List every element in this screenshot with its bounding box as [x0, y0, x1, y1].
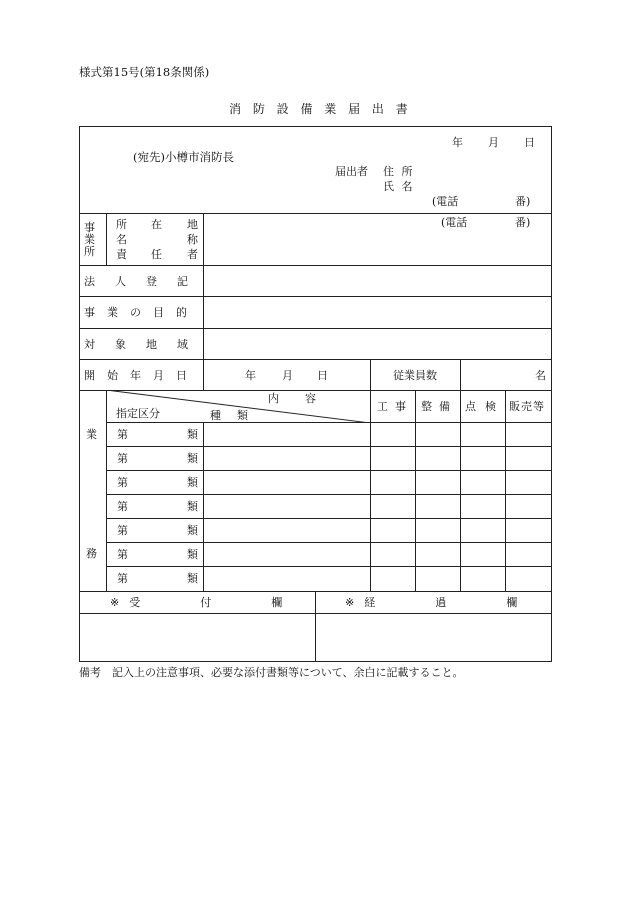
office-side-divider: [106, 213, 107, 265]
start-day-label: 日: [317, 369, 328, 382]
row-label-target-area: [84, 339, 188, 350]
start-month-label: 月: [282, 369, 293, 382]
office-side-char: 業: [84, 233, 95, 246]
grid-vline-2: [415, 390, 416, 591]
remarks-note: 備考 記入上の注意事項、必要な添付書類等について、余白に記載すること。: [79, 666, 464, 679]
office-row-location-mid: 在: [151, 218, 162, 231]
notifier-label: 届出者: [335, 165, 368, 178]
table-border-left: [79, 126, 80, 662]
col-char: 売: [521, 400, 532, 413]
office-row-location-left: 所: [116, 218, 127, 231]
office-phone-suffix: 番): [515, 216, 531, 229]
col-char: 検: [485, 400, 496, 413]
col-char: 事: [395, 400, 406, 413]
category-row-prefix: 第: [117, 476, 128, 489]
phone-label: (電話: [432, 195, 459, 208]
date-month-label: 月: [488, 136, 499, 149]
col-char: 整: [421, 400, 432, 413]
business-side-char-1: 業: [86, 428, 97, 441]
label-char: 始: [107, 369, 118, 382]
employees-divider-left: [370, 359, 371, 390]
category-row-prefix: 第: [117, 572, 128, 585]
label-char: 業: [107, 306, 118, 319]
label-char: 人: [115, 275, 126, 288]
addressee: (宛先)小樽市消防長: [133, 150, 234, 164]
col-header-maintenance: [421, 401, 450, 412]
label-char: 的: [176, 306, 187, 319]
category-row-prefix: 第: [117, 524, 128, 537]
office-row-name-left: 名: [116, 233, 127, 246]
col-header-sales: [509, 401, 544, 412]
content-label-1: 内: [268, 392, 279, 405]
row-label-business-purpose: [84, 307, 187, 318]
office-side-label: [84, 222, 96, 258]
row-label-corporate-registration: [84, 276, 188, 287]
grid-vline-3: [460, 390, 461, 591]
form-number: 様式第15号(第18条関係): [79, 65, 210, 79]
divider-office: [79, 265, 552, 266]
name-label: 氏 名: [383, 180, 415, 193]
footer-header-divider: [79, 613, 552, 614]
label-char: 登: [146, 275, 157, 288]
row-label-start-date: [84, 370, 187, 381]
grid-hline-2: [106, 470, 552, 471]
grid-hline-4: [106, 518, 552, 519]
phone-suffix: 番): [515, 195, 531, 208]
category-row-suffix: 類: [187, 548, 198, 561]
label-char: 欄: [271, 596, 283, 609]
category-row-suffix: 類: [187, 572, 198, 585]
office-phone-label: (電話: [441, 216, 468, 229]
label-char: 月: [153, 369, 164, 382]
grid-hline-3: [106, 494, 552, 495]
type-label-2: 類: [237, 409, 248, 422]
employees-divider-right: [460, 359, 461, 390]
label-char: 日: [176, 369, 187, 382]
divider-purpose: [79, 328, 552, 329]
category-label: 指定区分: [116, 407, 160, 420]
progress-header: [345, 597, 517, 608]
office-side-char: 事: [84, 221, 95, 234]
reception-header: [110, 597, 282, 608]
col-header-inspection: [465, 401, 496, 412]
label-char: の: [130, 306, 141, 319]
col-char: 等: [533, 400, 544, 413]
grid-hline-0: [106, 422, 552, 423]
office-row-manager-mid: 任: [151, 248, 162, 261]
employees-label: 従業員数: [393, 369, 437, 382]
table-border-top: [79, 126, 552, 127]
label-char: 欄: [506, 596, 518, 609]
office-row-manager-right: 者: [187, 248, 198, 261]
category-row-suffix: 類: [187, 452, 198, 465]
date-day-label: 日: [524, 136, 535, 149]
label-char: 付: [200, 596, 212, 609]
category-row-suffix: 類: [187, 476, 198, 489]
divider-area: [79, 359, 552, 360]
col-char: 販: [509, 400, 520, 413]
address-label: 住 所: [383, 165, 415, 178]
date-year-label: 年: [452, 136, 463, 149]
col-char: 点: [465, 400, 476, 413]
label-char: 象: [115, 338, 126, 351]
employees-unit: 名: [535, 369, 546, 382]
label-char: 過: [435, 596, 447, 609]
table-border-right: [551, 126, 552, 662]
col-char: 工: [377, 400, 388, 413]
category-row-suffix: 類: [187, 500, 198, 513]
content-label-2: 容: [305, 392, 316, 405]
col-header-construction: [377, 401, 406, 412]
label-char: 域: [177, 338, 188, 351]
office-row-manager-left: 責: [116, 248, 127, 261]
category-row-prefix: 第: [117, 452, 128, 465]
label-column-divider: [203, 213, 204, 390]
category-row-prefix: 第: [117, 500, 128, 513]
office-row-location-right: 地: [187, 218, 198, 231]
start-year-label: 年: [245, 369, 256, 382]
grid-hline-5: [106, 542, 552, 543]
grid-vline-1: [370, 390, 371, 591]
office-row-name-right: 称: [187, 233, 198, 246]
footer-col-divider: [315, 591, 316, 662]
category-row-suffix: 類: [187, 524, 198, 537]
col-char: 備: [439, 400, 450, 413]
label-char: 地: [146, 338, 157, 351]
label-char: 対: [84, 338, 95, 351]
business-side-char-2: 務: [86, 547, 97, 560]
category-row-prefix: 第: [117, 548, 128, 561]
label-char: 事: [84, 306, 95, 319]
form-title: 消 防 設 備 業 届 出 書: [229, 102, 412, 116]
grid-hline-1: [106, 446, 552, 447]
label-char: 法: [84, 275, 95, 288]
label-char: ※: [345, 596, 355, 609]
label-char: 経: [364, 596, 376, 609]
divider-top-block: [79, 213, 552, 214]
grid-hline-6: [106, 566, 552, 567]
label-char: 目: [153, 306, 164, 319]
divider-corporate: [79, 296, 552, 297]
label-char: 受: [129, 596, 141, 609]
label-char: 開: [84, 369, 95, 382]
label-char: 年: [130, 369, 141, 382]
label-char: 記: [177, 275, 188, 288]
category-row-suffix: 類: [187, 428, 198, 441]
office-side-char: 所: [84, 245, 95, 258]
category-row-prefix: 第: [117, 428, 128, 441]
type-label-1: 種: [210, 409, 221, 422]
label-char: ※: [110, 596, 120, 609]
grid-vline-4: [505, 390, 506, 591]
